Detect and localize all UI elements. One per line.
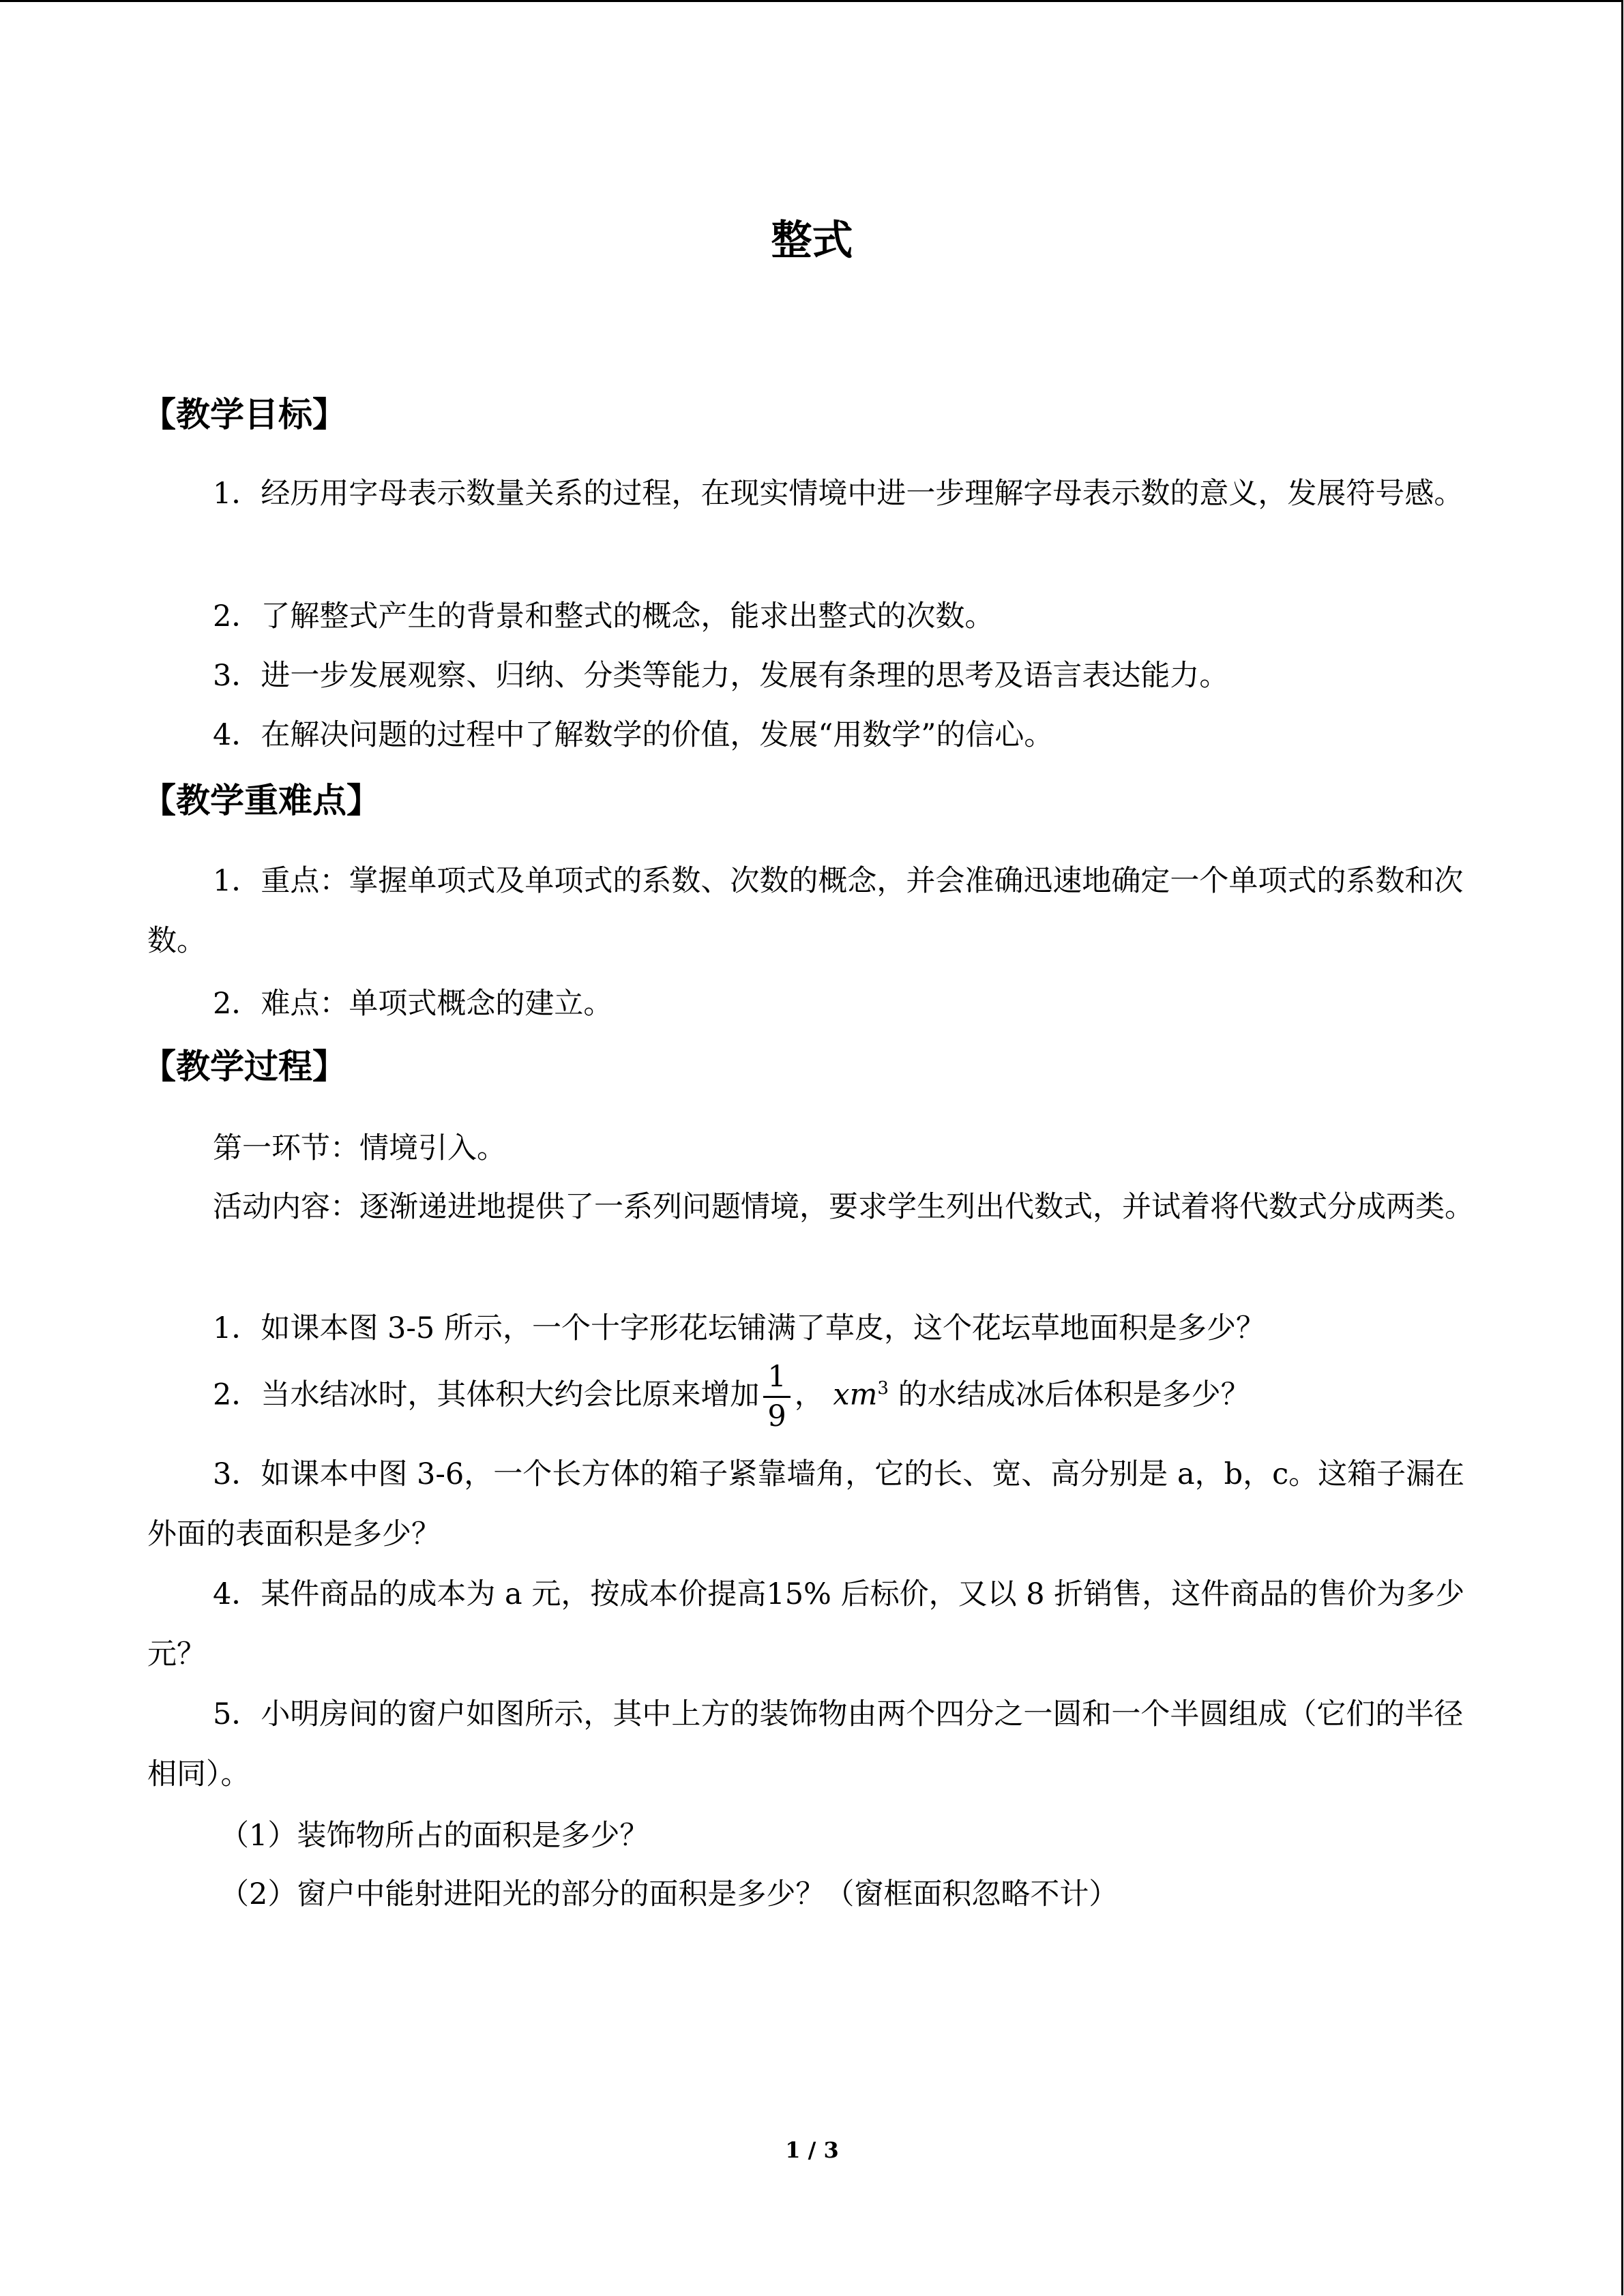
goal-item-3: 3．进一步发展观察、归纳、分类等能力，发展有条理的思考及语言表达能力。 bbox=[213, 659, 1229, 693]
activity-content: 活动内容：逐渐递进地提供了一系列问题情境，要求学生列出代数式，并试着将代数式分成两类。 bbox=[213, 1190, 1474, 1224]
goal-item-1: 1．经历用字母表示数量关系的过程，在现实情境中进一步理解字母表示数的意义，发展符号感。 bbox=[213, 477, 1464, 511]
key-point-item-2: 2．难点：单项式概念的建立。 bbox=[213, 987, 613, 1021]
question-5-sub-2: （2）窗户中能射进阳光的部分的面积是多少？（窗框面积忽略不计） bbox=[220, 1877, 1119, 1911]
question-3: 3．如课本中图 3-6，一个长方体的箱子紧靠墙角，它的长、宽、高分别是 a，b，c。这箱子漏在外面的表面积是多少？ bbox=[147, 1457, 1465, 1551]
question-4: 4．某件商品的成本为 a 元，按成本价提高15% 后标价，又以 8 折销售，这件商品的售价为多少元？ bbox=[147, 1577, 1465, 1671]
question-2 bbox=[213, 1354, 1250, 1431]
question-2-variable: xm bbox=[833, 1377, 878, 1412]
question-2-comma: ， bbox=[794, 1377, 824, 1412]
section-heading-goals: 【教学目标】 bbox=[142, 395, 346, 434]
question-2-exponent: 3 bbox=[877, 1378, 889, 1399]
section-heading-process: 【教学过程】 bbox=[142, 1047, 346, 1086]
stage-intro: 第一环节：情境引入。 bbox=[213, 1131, 506, 1165]
question-2-text-before: 2．当水结冰时，其体积大约会比原来增加 bbox=[213, 1377, 760, 1412]
question-2-text-after: 的水结成冰后体积是多少？ bbox=[898, 1377, 1250, 1412]
section-heading-key-points: 【教学重难点】 bbox=[142, 781, 381, 820]
question-1: 1．如课本图 3-5 所示，一个十字形花坛铺满了草皮，这个花坛草地面积是多少？ bbox=[213, 1311, 1265, 1345]
question-5: 5．小明房间的窗户如图所示，其中上方的装饰物由两个四分之一圆和一个半圆组成（它们的半径相同）。 bbox=[147, 1697, 1464, 1791]
question-5-sub-1: （1）装饰物所占的面积是多少？ bbox=[220, 1819, 649, 1853]
key-point-item-1: 1．重点：掌握单项式及单项式的系数、次数的概念，并会准确迅速地确定一个单项式的系数和次数。 bbox=[147, 864, 1464, 958]
goal-item-4: 4．在解决问题的过程中了解数学的价值，发展“用数学”的信心。 bbox=[213, 718, 1054, 752]
goal-item-2: 2．了解整式产生的背景和整式的概念，能求出整式的次数。 bbox=[213, 599, 994, 633]
document-title: 整式 bbox=[771, 217, 853, 265]
fraction-denominator: 9 bbox=[767, 1399, 786, 1433]
fraction-numerator: 1 bbox=[763, 1362, 790, 1398]
page-number: 1 / 3 bbox=[785, 2137, 839, 2163]
fraction-one-ninth bbox=[763, 1359, 790, 1433]
